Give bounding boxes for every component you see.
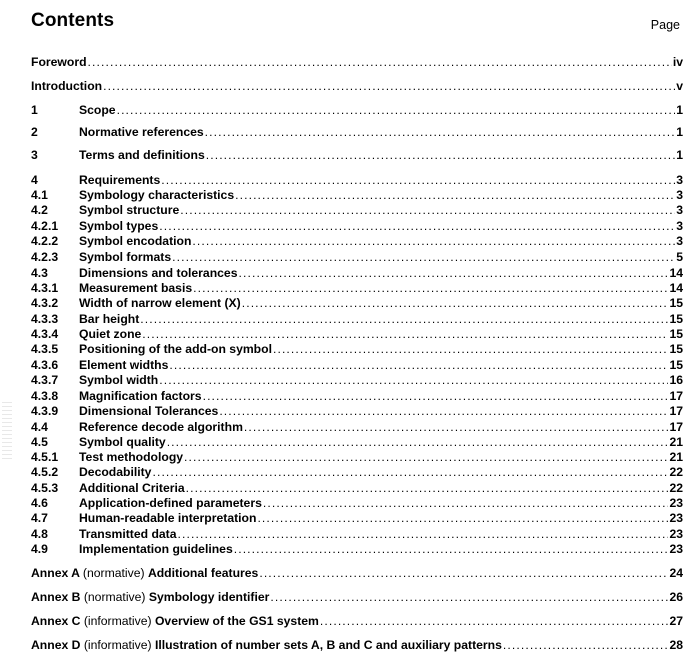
toc-entry-page: 21	[669, 450, 683, 464]
toc-entry-title: Normative references	[79, 125, 204, 139]
toc-entry[interactable]	[31, 281, 683, 296]
toc-entry[interactable]	[31, 450, 683, 465]
toc-entry-page: 17	[669, 389, 683, 403]
dot-leader	[270, 590, 668, 605]
toc-entry-title: Human-readable interpretation	[79, 511, 257, 525]
toc-entry[interactable]	[31, 511, 683, 526]
toc-entry[interactable]	[31, 496, 683, 511]
toc-entry-number: 3	[31, 148, 38, 162]
toc-entry-number: 4.3.1	[31, 281, 59, 295]
toc-entry-title: Transmitted data	[79, 527, 177, 541]
toc-entry-number: 4.3.2	[31, 296, 59, 310]
toc-entry[interactable]	[31, 203, 683, 218]
toc-entry-number: 4.2.3	[31, 250, 59, 264]
toc-entry-number: 4.4	[31, 420, 48, 434]
dot-leader	[205, 125, 676, 140]
toc-entry-title: Introduction	[31, 79, 103, 93]
toc-entry-page: v	[676, 79, 683, 93]
toc-entry-number: 4.5.2	[31, 465, 59, 479]
dot-leader	[161, 173, 675, 188]
dot-leader	[273, 342, 668, 357]
toc-entry[interactable]	[31, 373, 683, 388]
toc-entry-page: 23	[669, 542, 683, 556]
toc-entry[interactable]	[31, 79, 683, 94]
toc-entry-title: Terms and definitions	[79, 148, 205, 162]
toc-entry[interactable]	[31, 103, 683, 118]
dot-leader	[206, 148, 675, 163]
toc-entry[interactable]	[31, 542, 683, 557]
toc-entry-page: 14	[669, 266, 683, 280]
dot-leader	[239, 266, 669, 281]
toc-entry-number: 4.3.8	[31, 389, 59, 403]
dot-leader	[244, 420, 669, 435]
toc-entry-title: Symbol structure	[79, 203, 180, 217]
toc-entry[interactable]	[31, 148, 683, 163]
toc-entry-title: Positioning of the add-on symbol	[79, 342, 272, 356]
toc-entry-number: 4.8	[31, 527, 48, 541]
toc-entry-title	[31, 638, 502, 653]
toc-entry-title: Additional Criteria	[79, 481, 185, 495]
toc-entry[interactable]	[31, 296, 683, 311]
toc-entry-number: 4.5	[31, 435, 48, 449]
toc-entry-title: Symbol quality	[79, 435, 166, 449]
toc-entry[interactable]	[31, 435, 683, 450]
toc-entry-number: 1	[31, 103, 38, 117]
annex-title: Illustration of number sets A, B and C and auxiliary patterns	[154, 638, 502, 652]
dot-leader	[167, 435, 669, 450]
toc-entry-title: Scope	[79, 103, 116, 117]
dot-leader	[159, 219, 675, 234]
toc-entry-page: 14	[669, 281, 683, 295]
toc-entry-title: Symbol encodation	[79, 234, 192, 248]
toc-entry[interactable]	[31, 404, 683, 419]
toc-entry-page: 22	[669, 481, 683, 495]
toc-entry-page: 3	[676, 219, 683, 233]
toc-entry-page: 1	[676, 103, 683, 117]
toc-entry-number: 4.5.1	[31, 450, 59, 464]
toc-entry-title: Width of narrow element (X)	[79, 296, 241, 310]
toc-entry-number: 4.2.1	[31, 219, 59, 233]
annex-title: Symbology identifier	[148, 590, 270, 604]
dot-leader	[152, 465, 668, 480]
annex-label: Annex B	[31, 590, 84, 604]
dot-leader	[259, 566, 668, 581]
dot-leader	[142, 327, 668, 342]
toc-entry[interactable]	[31, 55, 683, 70]
dot-leader	[172, 250, 675, 265]
toc-entry-page: 3	[676, 203, 683, 217]
annex-status: (informative)	[83, 614, 155, 628]
annex-status: (normative)	[82, 566, 148, 580]
dot-leader	[117, 103, 676, 118]
annex-label: Annex C	[31, 614, 84, 628]
toc-entry[interactable]	[31, 173, 683, 188]
toc-entry-number: 4.3	[31, 266, 48, 280]
dot-leader	[219, 404, 668, 419]
toc-entry[interactable]	[31, 342, 683, 357]
toc-entry-title: Dimensional Tolerances	[79, 404, 219, 418]
toc-entry-number: 4.3.9	[31, 404, 59, 418]
toc-entry[interactable]	[31, 234, 683, 249]
toc-entry-number: 4.3.4	[31, 327, 59, 341]
toc-entry-page: 3	[676, 188, 683, 202]
toc-entry-title: Symbol width	[79, 373, 159, 387]
toc-entry[interactable]	[31, 638, 683, 653]
toc-entry-page: 27	[669, 614, 683, 628]
toc-entry-title: Element widths	[79, 358, 169, 372]
toc-entry-number: 4.7	[31, 511, 48, 525]
toc-entry-page: 21	[669, 435, 683, 449]
toc-entry-title: Requirements	[79, 173, 161, 187]
dot-leader	[140, 312, 668, 327]
toc-entry-number: 4.5.3	[31, 481, 59, 495]
annex-status: (normative)	[83, 590, 149, 604]
toc-entry-number: 4.3.3	[31, 312, 59, 326]
dot-leader	[159, 373, 668, 388]
toc-entry-title: Symbology characteristics	[79, 188, 235, 202]
page-column-label: Page	[650, 18, 680, 32]
dot-leader	[242, 296, 669, 311]
toc-entry[interactable]	[31, 327, 683, 342]
toc-entry-number: 4.3.6	[31, 358, 59, 372]
toc-entry-page: 3	[676, 234, 683, 248]
toc-entry[interactable]	[31, 566, 683, 581]
toc-entry-title: Magnification factors	[79, 389, 202, 403]
toc-entry-title	[31, 566, 258, 581]
toc-entry-page: 3	[676, 173, 683, 187]
toc-entry-page: 15	[669, 327, 683, 341]
toc-entry-page: 23	[669, 496, 683, 510]
toc-entry-page: 26	[669, 590, 683, 604]
dot-leader	[234, 542, 669, 557]
toc-entry-number: 4.2.2	[31, 234, 59, 248]
toc-entry-number: 4.2	[31, 203, 48, 217]
toc-entry-number: 4.3.5	[31, 342, 59, 356]
toc-entry-number: 4.9	[31, 542, 48, 556]
dot-leader	[203, 389, 669, 404]
toc-entry-page: 15	[669, 312, 683, 326]
annex-status: (informative)	[83, 638, 155, 652]
toc-entry-page: 24	[669, 566, 683, 580]
dot-leader	[88, 55, 672, 70]
toc-entry[interactable]	[31, 188, 683, 203]
annex-label: Annex A	[31, 566, 83, 580]
toc-entry-page: 1	[676, 125, 683, 139]
toc-entry-title: Dimensions and tolerances	[79, 266, 238, 280]
toc-entry-page: 23	[669, 511, 683, 525]
toc-entry-title: Symbol formats	[79, 250, 172, 264]
toc-entry-title: Decodability	[79, 465, 152, 479]
toc-entry[interactable]	[31, 590, 683, 605]
toc-entry[interactable]	[31, 219, 683, 234]
toc-entry-title: Quiet zone	[79, 327, 142, 341]
annex-title: Additional features	[147, 566, 259, 580]
toc-entry[interactable]	[31, 250, 683, 265]
toc-entry[interactable]	[31, 614, 683, 629]
dot-leader	[192, 234, 675, 249]
toc-entry[interactable]	[31, 481, 683, 496]
toc-entry-page: 5	[676, 250, 683, 264]
toc-entry[interactable]	[31, 266, 683, 281]
toc-entry-number: 4	[31, 173, 38, 187]
dot-leader	[178, 527, 669, 542]
dot-leader	[257, 511, 668, 526]
toc-entry-page: 28	[669, 638, 683, 652]
toc-entry-page: 15	[669, 296, 683, 310]
toc-entry-number: 2	[31, 125, 38, 139]
toc-entry[interactable]	[31, 527, 683, 542]
toc-entry-page: 17	[669, 420, 683, 434]
margin-watermark	[2, 402, 12, 462]
dot-leader	[320, 614, 669, 629]
dot-leader	[103, 79, 675, 94]
toc-entry-title	[31, 590, 269, 605]
toc-entry-page: 16	[669, 373, 683, 387]
toc-entry-page: 1	[676, 148, 683, 162]
dot-leader	[235, 188, 675, 203]
toc-entry-title: Implementation guidelines	[79, 542, 233, 556]
toc-entry[interactable]	[31, 465, 683, 480]
dot-leader	[169, 358, 668, 373]
dot-leader	[186, 481, 669, 496]
toc-entry-page: 23	[669, 527, 683, 541]
toc-entry-title: Foreword	[31, 55, 87, 69]
toc-entry-number: 4.6	[31, 496, 48, 510]
page-title: Contents	[31, 10, 115, 31]
toc-entry-title: Reference decode algorithm	[79, 420, 243, 434]
toc-entry-number: 4.3.7	[31, 373, 59, 387]
toc-entry[interactable]	[31, 125, 683, 140]
toc-entry-title: Measurement basis	[79, 281, 193, 295]
dot-leader	[180, 203, 675, 218]
dot-leader	[184, 450, 668, 465]
annex-label: Annex D	[31, 638, 84, 652]
dot-leader	[263, 496, 669, 511]
toc-entry[interactable]	[31, 420, 683, 435]
dot-leader	[503, 638, 669, 653]
toc-entry[interactable]	[31, 312, 683, 327]
toc-entry-title: Symbol types	[79, 219, 159, 233]
dot-leader	[193, 281, 668, 296]
toc-entry-page: 17	[669, 404, 683, 418]
toc-entry[interactable]	[31, 358, 683, 373]
toc-entry[interactable]	[31, 389, 683, 404]
toc-entry-title: Bar height	[79, 312, 140, 326]
toc-entry-title: Application-defined parameters	[79, 496, 262, 510]
toc-entry-page: iv	[672, 55, 683, 69]
toc-entry-title	[31, 614, 319, 629]
toc-entry-page: 15	[669, 358, 683, 372]
toc-entry-title: Test methodology	[79, 450, 184, 464]
annex-title: Overview of the GS1 system	[154, 614, 319, 628]
toc-entry-page: 15	[669, 342, 683, 356]
toc-entry-page: 22	[669, 465, 683, 479]
toc-entry-number: 4.1	[31, 188, 48, 202]
